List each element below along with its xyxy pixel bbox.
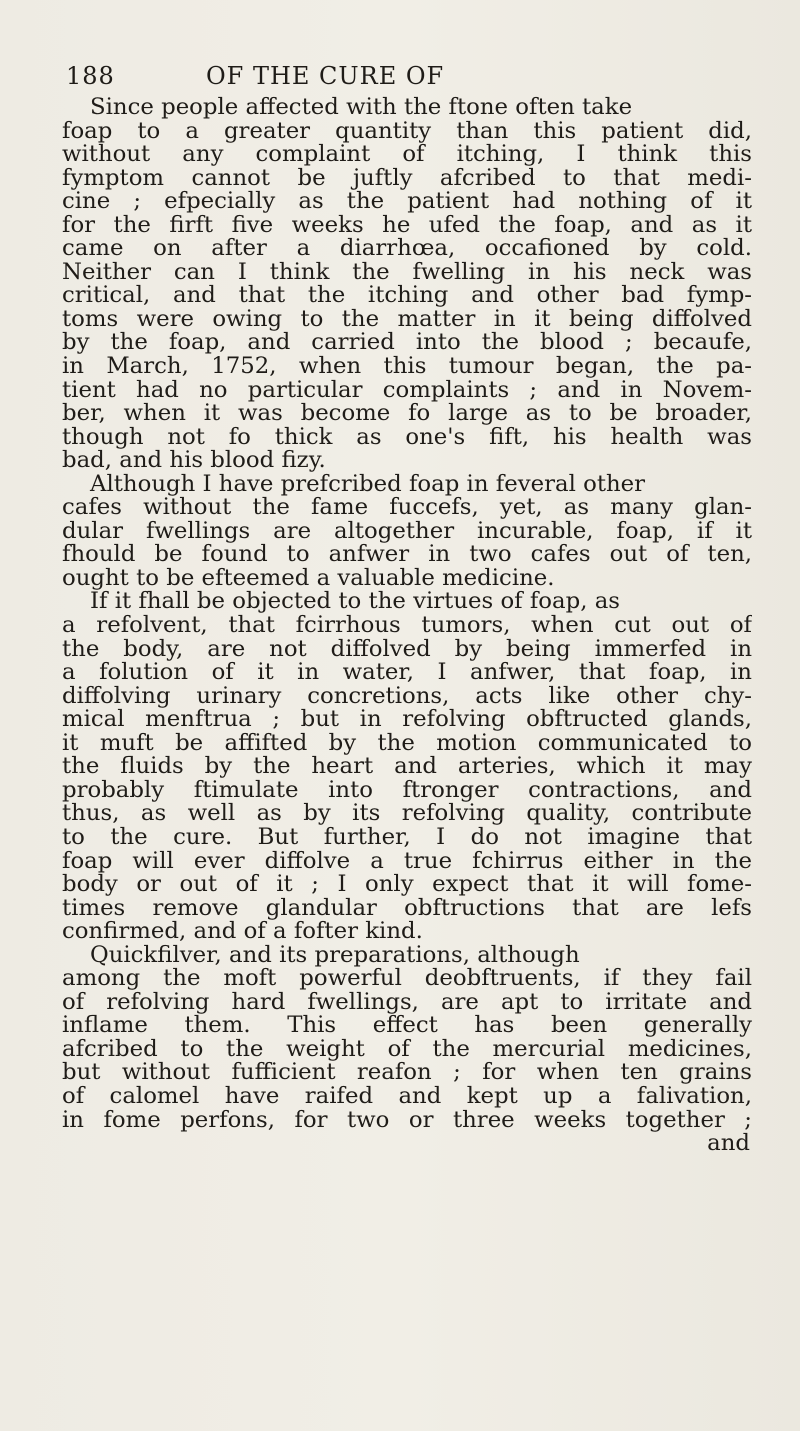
text-line: fymptom cannot be juftly afcribed to that medi- xyxy=(62,166,752,191)
text-line: a folution of it in water, I anfwer, that foap, in xyxy=(62,661,752,685)
text-line: cine ; efpecially as the patient had nothing of it xyxy=(62,190,752,214)
text-line: among the moft powerful deobftruents, if they fail xyxy=(62,967,752,991)
text-line: came on after a diarrhœa, occafioned by cold. xyxy=(62,237,752,261)
text-line: Neither can I think the fwelling in his neck was xyxy=(62,260,752,285)
text-line: cafes without the fame fuccefs, yet, as many glan- xyxy=(62,496,752,520)
text-line: but without fufficient reafon ; for when ten grains xyxy=(62,1061,752,1085)
text-line: though not fo thick as one's fift, his health was xyxy=(62,425,752,450)
text-line: diffolving urinary concretions, acts like other chy- xyxy=(62,684,752,709)
text-line: Quickfilver, and its preparations, although xyxy=(90,943,580,968)
text-line: without any complaint of itching, I think this xyxy=(62,143,752,167)
text-line: body or out of it ; I only expect that it will fome- xyxy=(62,873,752,897)
text-line: toms were owing to the matter in it being diffolved xyxy=(62,307,752,332)
text-line: to the cure. But further, I do not imagine that xyxy=(62,825,752,850)
text-line: inflame them. This effect has been generally xyxy=(62,1014,752,1038)
text-line: dular fwellings are altogether incurable, foap, if it xyxy=(62,519,752,544)
text-line: foap to a greater quantity than this patient did, xyxy=(62,119,752,144)
text-line: the fluids by the heart and arteries, which it may xyxy=(62,755,752,779)
text-line: Although I have prefcribed foap in feveral other xyxy=(90,472,646,497)
text-line: fhould be found to anfwer in two cafes out of ten, xyxy=(62,543,752,567)
text-line: afcribed to the weight of the mercurial medicines, xyxy=(62,1037,752,1062)
text-line: and xyxy=(707,1132,750,1156)
text-line: ber, when it was become fo large as to be broader, xyxy=(62,402,752,426)
text-line: in March, 1752, when this tumour began, the pa- xyxy=(62,355,752,379)
text-line: probably ftimulate into ftronger contractions, and xyxy=(62,778,752,803)
text-line: times remove glandular obftructions that are lefs xyxy=(62,896,752,921)
text-line: the body, are not diffolved by being immerfed in xyxy=(62,637,752,662)
text-line: foap will ever diffolve a true fchirrus either in the xyxy=(62,849,752,874)
text-line: a refolvent, that fcirrhous tumors, when cut out of xyxy=(62,614,752,638)
page-number: 188 xyxy=(66,62,115,90)
text-line: tient had no particular complaints ; and in Novem- xyxy=(62,378,752,403)
text-line: for the firft five weeks he ufed the foap, and as it xyxy=(62,213,752,238)
text-line: critical, and that the itching and other bad fymp- xyxy=(62,284,752,308)
text-line: it muft be affifted by the motion communicated to xyxy=(62,731,752,756)
text-line: thus, as well as by its refolving quality, contribute xyxy=(62,802,752,826)
text-line: of refolving hard fwellings, are apt to irritate and xyxy=(62,990,752,1015)
running-title: OF THE CURE OF xyxy=(206,62,445,90)
text-line: If it fhall be objected to the virtues of foap, as xyxy=(90,590,620,615)
text-line: ought to be efteemed a valuable medicine. xyxy=(62,566,555,591)
text-line: of calomel have raifed and kept up a falivation, xyxy=(62,1084,752,1109)
text-line: in fome perfons, for two or three weeks together ; xyxy=(62,1108,752,1133)
text-line: confirmed, and of a fofter kind. xyxy=(62,920,423,944)
text-line: by the foap, and carried into the blood ; becaufe, xyxy=(62,331,752,356)
text-line: bad, and his blood fizy. xyxy=(62,449,326,473)
text-line: mical menftrua ; but in refolving obftructed glands, xyxy=(62,708,752,732)
running-head xyxy=(66,62,746,96)
body-text xyxy=(62,96,752,1156)
text-line: Since people affected with the ftone often take xyxy=(90,96,633,120)
